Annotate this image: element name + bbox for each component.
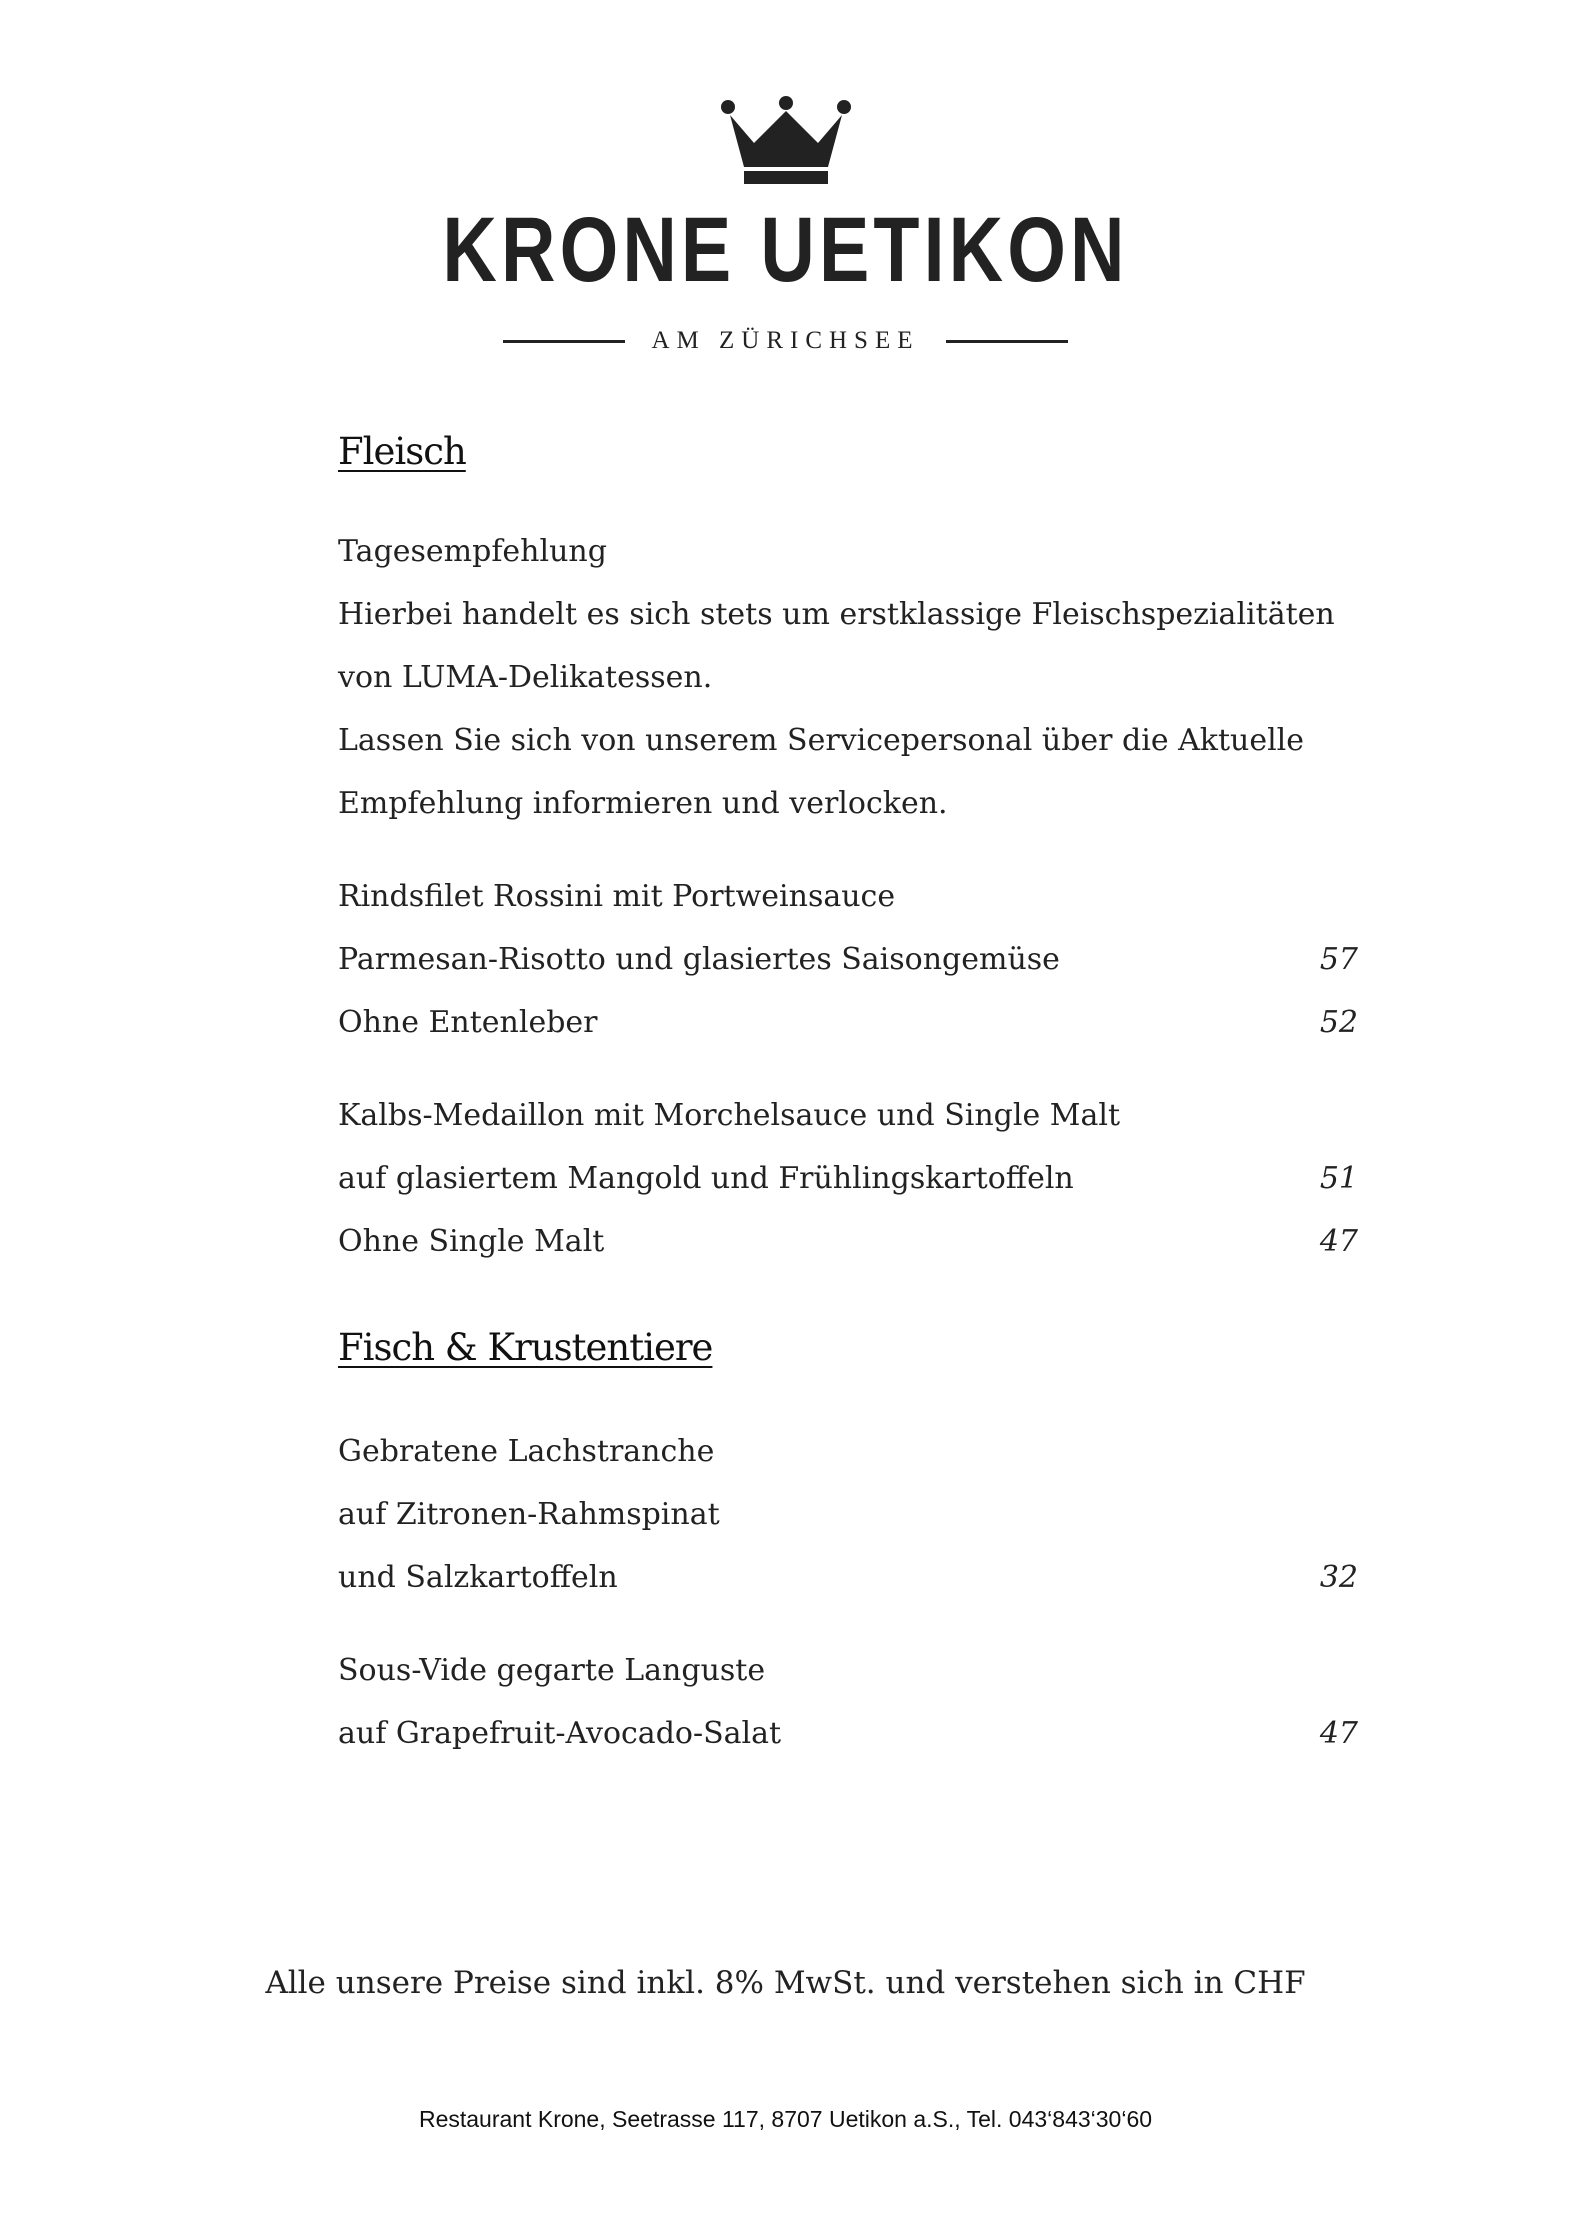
restaurant-address: Restaurant Krone, Seetrasse 117, 8707 Uetikon a.S., Tel. 043‘843‘30‘60 — [418, 2106, 1153, 2132]
intro-line: Lassen Sie sich von unserem Servicepersonal über die Aktuelle — [338, 723, 1305, 758]
dish-line — [338, 1210, 1358, 1273]
dish-line — [338, 1546, 1358, 1609]
dish-text: Kalbs-Medaillon mit Morchelsauce und Single Malt — [338, 1098, 1121, 1133]
dish-line — [338, 1639, 1358, 1702]
divider-left — [503, 340, 625, 343]
dish-line — [338, 1147, 1358, 1210]
dish-line — [338, 1084, 1358, 1147]
dish-lachstranche — [338, 1420, 1358, 1609]
section-title-fisch: Fisch & Krustentiere — [338, 1326, 713, 1369]
dish-text: und Salzkartoffeln — [338, 1560, 618, 1595]
dish-price: 52 — [1319, 1005, 1358, 1040]
dish-text: Parmesan-Risotto und glasiertes Saisongemüse — [338, 942, 1060, 977]
dish-rindsfilet — [338, 865, 1358, 1054]
price-footnote: Alle unsere Preise sind inkl. 8% MwSt. und verstehen sich in CHF — [265, 1965, 1306, 2001]
brand-logo — [0, 95, 1571, 355]
dish-price — [1298, 1084, 1358, 1147]
menu — [338, 422, 1358, 1765]
brand-subtitle-row — [0, 327, 1571, 355]
dish-price: 57 — [1319, 942, 1358, 977]
intro-line: Hierbei handelt es sich stets um erstklassige Fleischspezialitäten — [338, 597, 1335, 632]
dish-line — [338, 1420, 1358, 1483]
brand-subtitle: AM ZÜRICHSEE — [651, 327, 920, 354]
dish-line — [338, 928, 1358, 991]
intro-line: Tagesempfehlung — [338, 534, 607, 569]
dish-text: Gebratene Lachstranche — [338, 1434, 715, 1469]
dish-line — [338, 991, 1358, 1054]
brand-name: KRONE UETIKON — [442, 199, 1129, 301]
dish-price — [1298, 865, 1358, 928]
dish-price: 47 — [1319, 1224, 1358, 1259]
dish-price — [1298, 1483, 1358, 1546]
dish-text: Rindsfilet Rossini mit Portweinsauce — [338, 879, 896, 914]
dish-text: auf Grapefruit-Avocado-Salat — [338, 1716, 782, 1751]
daily-recommendation — [338, 520, 1358, 835]
intro-line: von LUMA-Delikatessen. — [338, 660, 713, 695]
dish-price — [1298, 1420, 1358, 1483]
dish-text: Sous-Vide gegarte Languste — [338, 1653, 766, 1688]
dish-line — [338, 865, 1358, 928]
section-title-fleisch: Fleisch — [338, 430, 466, 473]
dish-price: 47 — [1319, 1716, 1358, 1751]
divider-right — [946, 340, 1068, 343]
dish-text: Ohne Single Malt — [338, 1224, 605, 1259]
dish-kalbs-medaillon — [338, 1084, 1358, 1273]
dish-price: 51 — [1319, 1161, 1358, 1196]
crown-icon — [720, 95, 852, 187]
dish-line — [338, 1483, 1358, 1546]
dish-text: auf glasiertem Mangold und Frühlingskartoffeln — [338, 1161, 1074, 1196]
intro-line: Empfehlung informieren und verlocken. — [338, 786, 948, 821]
dish-text: auf Zitronen-Rahmspinat — [338, 1497, 720, 1532]
dish-price: 32 — [1319, 1560, 1358, 1595]
dish-price — [1298, 1639, 1358, 1702]
dish-text: Ohne Entenleber — [338, 1005, 598, 1040]
dish-languste — [338, 1639, 1358, 1765]
dish-line — [338, 1702, 1358, 1765]
